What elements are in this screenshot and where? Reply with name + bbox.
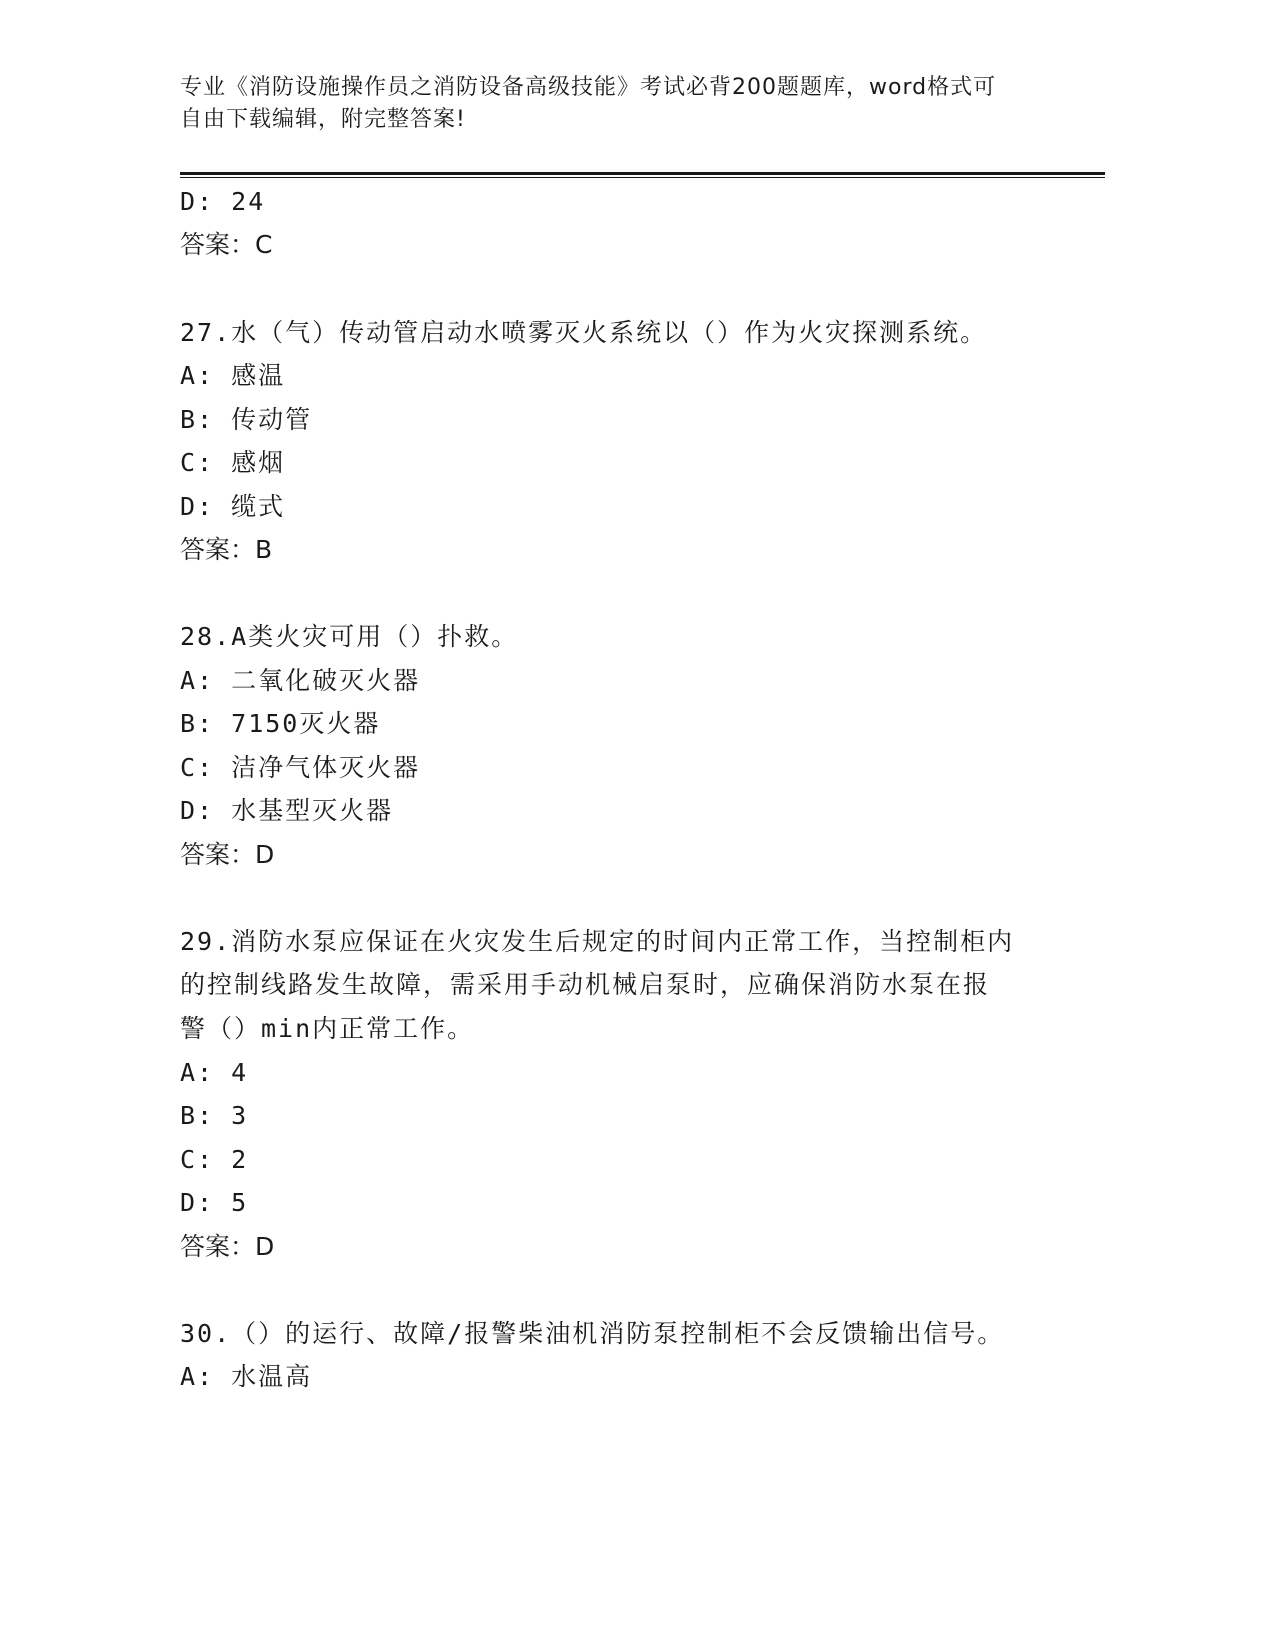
document-header [180, 72, 1080, 136]
question-29-text-line-1: 29.消防水泵应保证在火灾发生后规定的时间内正常工作，当控制柜内 [180, 927, 1015, 956]
question-30-text: 30.（）的运行、故障/报警柴油机消防泵控制柜不会反馈输出信号。 [180, 1319, 1005, 1348]
question-30-option-a: A: 水温高 [180, 1362, 313, 1391]
question-28-text: 28.A类火灾可用（）扑救。 [180, 622, 519, 651]
question-28-option-a: A: 二氧化破灭火器 [180, 666, 421, 695]
question-27-option-b: B: 传动管 [180, 405, 313, 434]
header-line-2: 自由下载编辑，附完整答案! [180, 107, 466, 132]
answer-line: 答案：C [180, 230, 273, 259]
question-29-text-line-3: 警（）min内正常工作。 [180, 1014, 475, 1043]
question-28-option-d: D: 水基型灭火器 [180, 796, 394, 825]
question-27-option-d: D: 缆式 [180, 492, 286, 521]
question-27-option-c: C: 感烟 [180, 448, 286, 477]
header-divider-thin [180, 177, 1105, 178]
question-28-answer: 答案：D [180, 840, 275, 869]
header-line-1: 专业《消防设施操作员之消防设备高级技能》考试必背200题题库，word格式可 [180, 75, 997, 100]
question-27-text: 27.水（气）传动管启动水喷雾灭火系统以（）作为火灾探测系统。 [180, 318, 988, 347]
question-28-option-c: C: 洁净气体灭火器 [180, 753, 421, 782]
question-29-option-c: C: 2 [180, 1145, 249, 1174]
question-27-option-a: A: 感温 [180, 361, 286, 390]
question-29-option-a: A: 4 [180, 1058, 249, 1087]
question-27-answer: 答案：B [180, 535, 273, 564]
header-divider-thick [180, 172, 1105, 175]
question-29-option-b: B: 3 [180, 1101, 249, 1130]
option-d: D: 24 [180, 187, 266, 216]
question-28-option-b: B: 7150灭火器 [180, 709, 381, 738]
question-29-text-line-2: 的控制线路发生故障，需采用手动机械启泵时，应确保消防水泵在报 [180, 970, 991, 999]
question-29-option-d: D: 5 [180, 1188, 249, 1217]
question-29-answer: 答案：D [180, 1232, 275, 1261]
